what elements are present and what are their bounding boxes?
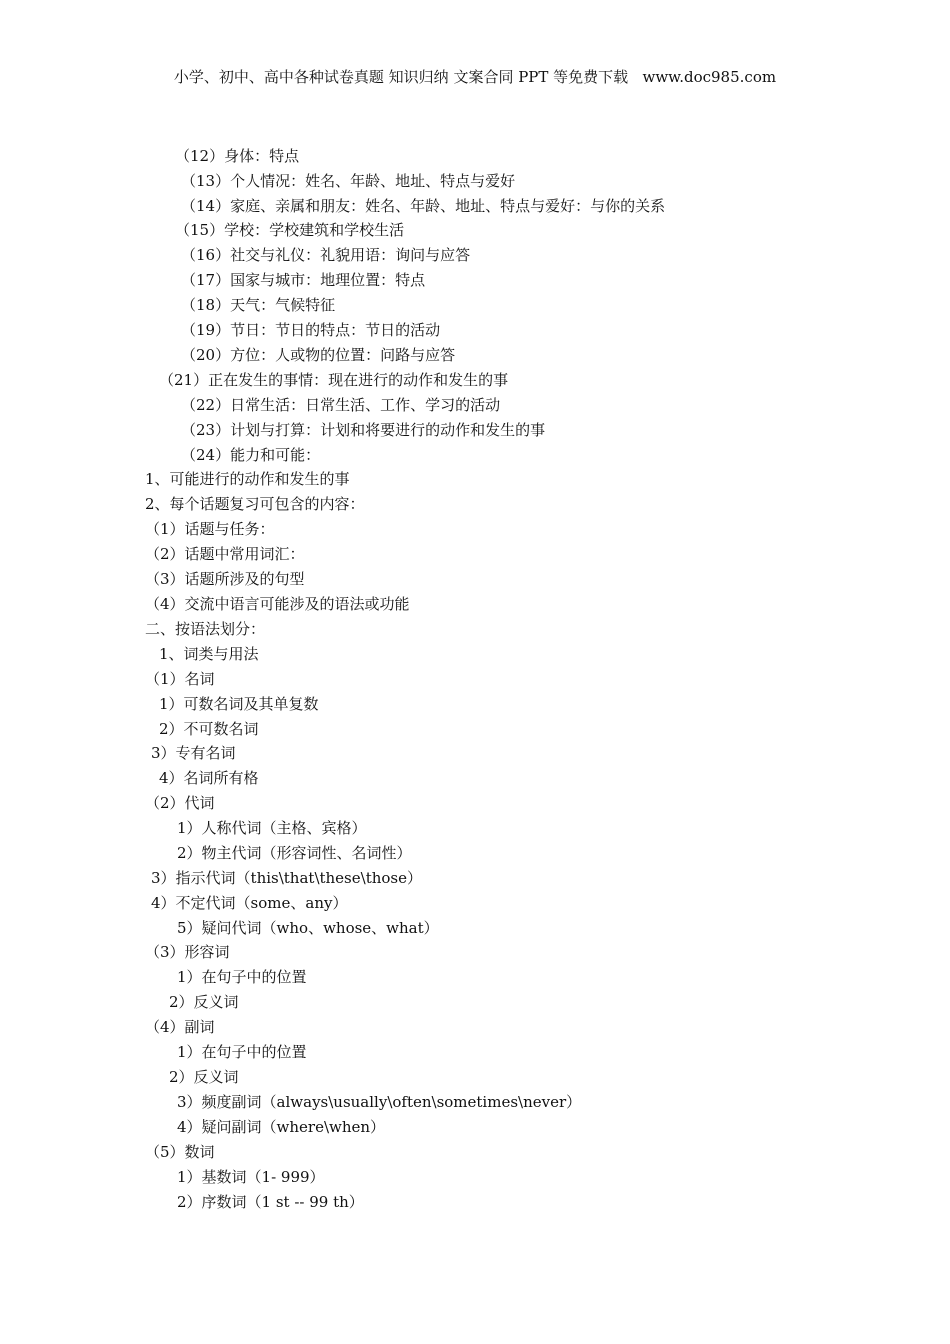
category-noun: （1）名词 [145,670,215,688]
numbered-line-1: 1、可能进行的动作和发生的事 [145,470,350,488]
adverb-item-1: 1）在句子中的位置 [177,1043,307,1061]
pronoun-item-3: 3）指示代词（this\that\these\those） [151,869,422,887]
topic-line-16: （16）社交与礼仪：礼貌用语：询问与应答 [181,246,471,264]
noun-item-4: 4）名词所有格 [159,769,259,787]
topic-line-23: （23）计划与打算：计划和将要进行的动作和发生的事 [181,421,546,439]
topic-line-22: （22）日常生活：日常生活、工作、学习的活动 [181,396,501,414]
pronoun-item-4: 4）不定代词（some、any） [151,894,348,912]
subsection-word-classes: 1、词类与用法 [159,645,259,663]
category-adverb: （4）副词 [145,1018,215,1036]
adjective-item-2: 2）反义词 [169,993,239,1011]
noun-item-1: 1）可数名词及其单复数 [159,695,319,713]
review-item-2: （2）话题中常用词汇： [145,545,305,563]
adjective-item-1: 1）在句子中的位置 [177,968,307,986]
adverb-item-4: 4）疑问副词（where\when） [177,1118,386,1136]
topic-line-19: （19）节日：节日的特点：节日的活动 [181,321,441,339]
topic-line-13: （13）个人情况：姓名、年龄、地址、特点与爱好 [181,172,516,190]
numbered-line-2: 2、每个话题复习可包含的内容： [145,495,365,513]
category-numeral: （5）数词 [145,1143,215,1161]
page-header: 小学、初中、高中各种试卷真题 知识归纳 文案合同 PPT 等免费下载 www.doc985.com [173,68,777,86]
topic-line-21: （21）正在发生的事情：现在进行的动作和发生的事 [159,371,509,389]
topic-line-15: （15）学校：学校建筑和学校生活 [175,221,405,239]
review-item-4: （4）交流中语言可能涉及的语法或功能 [145,595,410,613]
pronoun-item-2: 2）物主代词（形容词性、名词性） [177,844,412,862]
topic-line-14: （14）家庭、亲属和朋友：姓名、年龄、地址、特点与爱好：与你的关系 [181,197,666,215]
topic-line-18: （18）天气：气候特征 [181,296,336,314]
review-item-1: （1）话题与任务： [145,520,275,538]
noun-item-3: 3）专有名词 [151,744,236,762]
topic-line-20: （20）方位：人或物的位置：问路与应答 [181,346,456,364]
noun-item-2: 2）不可数名词 [159,720,259,738]
review-item-3: （3）话题所涉及的句型 [145,570,305,588]
topic-line-24: （24）能力和可能： [181,446,321,464]
category-adjective: （3）形容词 [145,943,230,961]
adverb-item-3: 3）频度副词（always\usually\often\sometimes\never） [177,1093,582,1111]
category-pronoun: （2）代词 [145,794,215,812]
numeral-item-2: 2）序数词（1 st -- 99 th） [177,1193,364,1211]
adverb-item-2: 2）反义词 [169,1068,239,1086]
section-heading-grammar: 二、按语法划分： [145,620,266,638]
numeral-item-1: 1）基数词（1- 999） [177,1168,325,1186]
pronoun-item-1: 1）人称代词（主格、宾格） [177,819,367,837]
topic-line-17: （17）国家与城市：地理位置：特点 [181,271,426,289]
pronoun-item-5: 5）疑问代词（who、whose、what） [177,919,439,937]
topic-line-12: （12）身体：特点 [175,147,300,165]
